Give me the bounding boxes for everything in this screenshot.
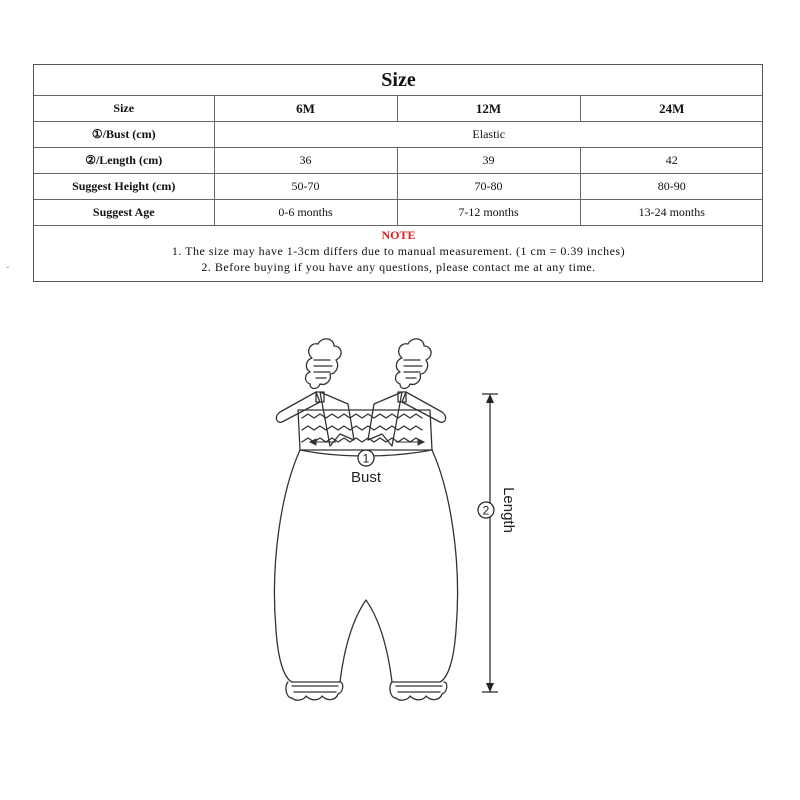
romper-measurement-diagram <box>260 330 560 720</box>
right-strap-ruffle <box>396 339 432 389</box>
table-title-row <box>34 65 763 96</box>
length-label: Length <box>500 487 517 533</box>
column-header-size: Size <box>34 96 214 122</box>
smocked-bodice <box>298 410 432 450</box>
bust-marker-number: 1 <box>362 451 370 466</box>
bust-value-elastic: Elastic <box>214 122 763 148</box>
age-6m: 0-6 months <box>214 200 397 226</box>
note-cell <box>34 226 763 277</box>
table-row-height <box>34 174 763 200</box>
table-row-bust <box>34 122 763 148</box>
left-leg-ruffle <box>286 682 343 700</box>
height-12m: 70-80 <box>397 174 580 200</box>
table-row-length <box>34 148 763 174</box>
bust-label: Bust <box>350 469 382 486</box>
row-label-length: ②/Length (cm) <box>34 148 214 174</box>
note-title: NOTE <box>381 228 416 242</box>
length-24m: 42 <box>580 148 763 174</box>
height-6m: 50-70 <box>214 174 397 200</box>
age-12m: 7-12 months <box>397 200 580 226</box>
column-header-6m: 6M <box>214 96 397 122</box>
stray-mark: ˇ <box>6 266 10 277</box>
length-measurement <box>478 394 517 692</box>
right-leg-ruffle <box>390 682 447 700</box>
row-label-age: Suggest Age <box>34 200 214 226</box>
table-title: Size <box>34 65 763 96</box>
column-header-24m: 24M <box>580 96 763 122</box>
length-marker-number: 2 <box>482 503 490 518</box>
table-note-row <box>34 226 763 277</box>
column-header-12m: 12M <box>397 96 580 122</box>
height-24m: 80-90 <box>580 174 763 200</box>
size-chart-table <box>33 64 763 282</box>
table-row-age <box>34 200 763 226</box>
length-12m: 39 <box>397 148 580 174</box>
left-strap-ruffle <box>306 339 342 389</box>
row-label-bust: ①/Bust (cm) <box>34 122 214 148</box>
note-line-2: 2. Before buying if you have any questions, please contact me at any time. <box>201 260 596 274</box>
left-bow-icon <box>276 392 354 446</box>
age-24m: 13-24 months <box>580 200 763 226</box>
length-6m: 36 <box>214 148 397 174</box>
romper-illustration <box>260 330 560 720</box>
row-label-height: Suggest Height (cm) <box>34 174 214 200</box>
table-header-row <box>34 96 763 122</box>
note-line-1: 1. The size may have 1-3cm differs due to manual measurement. (1 cm = 0.39 inches) <box>171 244 626 258</box>
size-table-grid <box>34 65 763 276</box>
